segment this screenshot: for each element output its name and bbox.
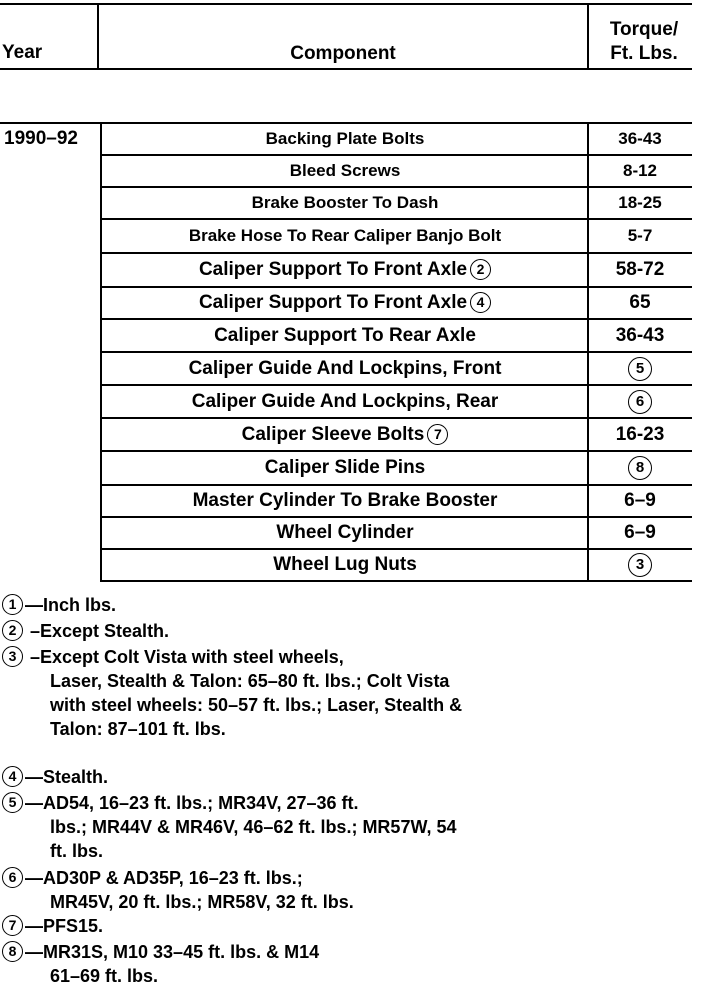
component-cell: Caliper Slide Pins bbox=[264, 457, 426, 478]
component-cell: Caliper Guide And Lockpins, Rear bbox=[191, 390, 499, 412]
table-row bbox=[102, 550, 692, 580]
footnote-continuation: MR45V, 20 ft. lbs.; MR58V, 32 ft. lbs. bbox=[50, 892, 354, 912]
footnote-ref: 5 bbox=[628, 357, 652, 381]
table-bottom-rule bbox=[100, 580, 692, 582]
table-row bbox=[102, 419, 692, 450]
table-row bbox=[102, 518, 692, 548]
footnote-text: –Except Colt Vista with steel wheels, bbox=[25, 647, 344, 667]
table-row bbox=[102, 320, 692, 351]
footnote bbox=[0, 765, 108, 789]
footnote-text: —MR31S, M10 33–45 ft. lbs. & M14 bbox=[25, 942, 320, 962]
torque-cell bbox=[588, 390, 692, 414]
header-divider-2 bbox=[587, 4, 589, 68]
component-cell: Backing Plate Bolts bbox=[265, 129, 425, 148]
footnote-marker: 6 bbox=[2, 867, 23, 888]
table-row bbox=[102, 188, 692, 218]
table-row bbox=[102, 486, 692, 516]
footnote bbox=[0, 940, 320, 986]
footnote-ref: 8 bbox=[628, 456, 652, 480]
torque-cell: 36-43 bbox=[618, 129, 662, 148]
footnote bbox=[0, 866, 354, 912]
footnote-continuation: 61–69 ft. lbs. bbox=[50, 966, 159, 986]
component-cell: Brake Booster To Dash bbox=[251, 193, 439, 212]
torque-cell bbox=[588, 357, 692, 381]
component-cell: Caliper Support To Rear Axle bbox=[214, 324, 476, 346]
component-text: Caliper Support To Front Axle bbox=[198, 259, 468, 280]
footnote-marker: 8 bbox=[2, 941, 23, 962]
column-header-torque-line2: Ft. Lbs. bbox=[610, 43, 678, 64]
table-row bbox=[102, 220, 692, 252]
footnote bbox=[0, 645, 463, 739]
footnote-ref: 7 bbox=[427, 424, 448, 445]
column-header-year: Year bbox=[2, 42, 43, 63]
component-text: Caliper Sleeve Bolts bbox=[241, 423, 425, 445]
component-cell: Bleed Screws bbox=[289, 161, 401, 180]
component-cell: Caliper Guide And Lockpins, Front bbox=[188, 357, 502, 379]
component-cell bbox=[102, 424, 588, 446]
table-row bbox=[102, 452, 692, 484]
table-row bbox=[102, 156, 692, 186]
torque-cell: 65 bbox=[629, 291, 651, 313]
component-text: Caliper Support To Front Axle bbox=[198, 291, 468, 313]
torque-cell bbox=[588, 553, 692, 577]
year-cell: 1990–92 bbox=[4, 128, 78, 149]
torque-cell: 6–9 bbox=[624, 522, 656, 543]
torque-cell: 58-72 bbox=[615, 259, 665, 280]
footnote bbox=[0, 619, 169, 643]
footnote-text: –Except Stealth. bbox=[25, 621, 170, 641]
component-cell: Wheel Lug Nuts bbox=[273, 554, 417, 575]
footnote-text: —AD54, 16–23 ft. lbs.; MR34V, 27–36 ft. bbox=[25, 793, 359, 813]
footnote-ref: 2 bbox=[470, 259, 491, 280]
footnote-text: —Inch lbs. bbox=[25, 595, 117, 615]
torque-cell: 16-23 bbox=[615, 423, 665, 445]
torque-cell: 36-43 bbox=[615, 324, 665, 346]
footnote bbox=[0, 791, 457, 861]
torque-cell: 8-12 bbox=[622, 161, 658, 180]
torque-cell: 6–9 bbox=[624, 490, 656, 511]
footnote-text: —AD30P & AD35P, 16–23 ft. lbs.; bbox=[25, 868, 303, 888]
torque-cell: 5-7 bbox=[627, 226, 653, 245]
component-cell: Wheel Cylinder bbox=[276, 522, 414, 543]
footnote-marker: 1 bbox=[2, 594, 23, 615]
footnote-marker: 4 bbox=[2, 766, 23, 787]
footnote-marker: 2 bbox=[2, 620, 23, 641]
table-row bbox=[102, 254, 692, 286]
table-row bbox=[102, 386, 692, 417]
footnote-ref: 3 bbox=[628, 553, 652, 577]
footnote-marker: 5 bbox=[2, 792, 23, 813]
torque-cell bbox=[588, 456, 692, 480]
table-row bbox=[102, 353, 692, 384]
footnote-marker: 3 bbox=[2, 646, 23, 667]
header-bottom-rule bbox=[0, 68, 692, 70]
torque-cell: 18-25 bbox=[618, 193, 662, 212]
component-cell bbox=[102, 259, 588, 281]
column-header-component: Component bbox=[290, 43, 396, 64]
footnote bbox=[0, 914, 103, 938]
table-row bbox=[102, 287, 692, 318]
component-cell: Master Cylinder To Brake Booster bbox=[192, 490, 498, 511]
table-row bbox=[102, 124, 692, 154]
component-cell bbox=[102, 292, 588, 314]
footnote-continuation: lbs.; MR44V & MR46V, 46–62 ft. lbs.; MR57W, 54 ft. lbs. bbox=[50, 817, 457, 861]
column-header-torque bbox=[590, 18, 698, 66]
footnote bbox=[0, 593, 116, 617]
footnote-text: —Stealth. bbox=[25, 767, 109, 787]
column-header-torque-line1: Torque/ bbox=[609, 19, 679, 40]
component-cell: Brake Hose To Rear Caliper Banjo Bolt bbox=[188, 226, 502, 245]
footnote-text: —PFS15. bbox=[25, 916, 104, 936]
footnote-ref: 4 bbox=[470, 292, 491, 313]
footnote-marker: 7 bbox=[2, 915, 23, 936]
header-divider-1 bbox=[97, 4, 99, 68]
footnote-continuation: Laser, Stealth & Talon: 65–80 ft. lbs.; Colt Vista with steel wheels: 50–57 ft. lbs.; Laser, Stealth & Talon: 87–101 ft. lbs. bbox=[50, 671, 463, 739]
footnote-ref: 6 bbox=[628, 390, 652, 414]
